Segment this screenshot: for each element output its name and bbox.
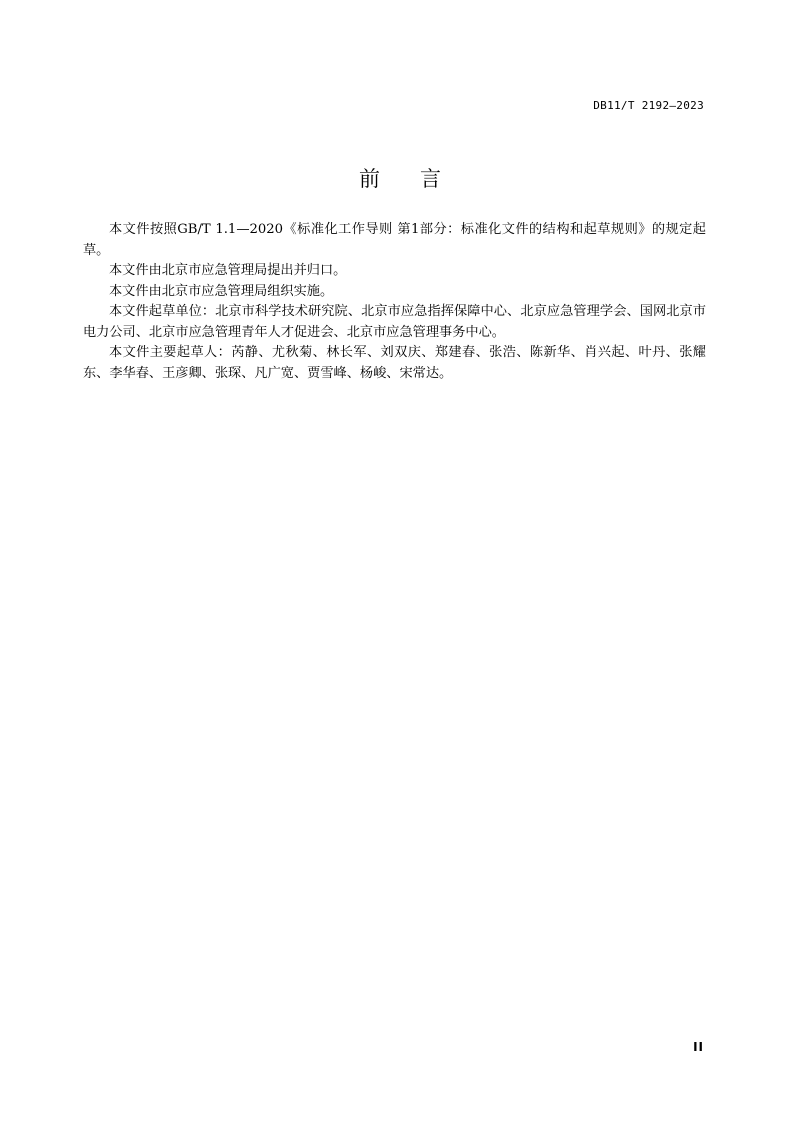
standard-code: DB11/T 2192—2023 (593, 99, 704, 112)
paragraph-drafters: 本文件主要起草人：芮静、尤秋菊、林长军、刘双庆、郑建春、张浩、陈新华、肖兴起、叶丹、张耀东、李华春、王彦卿、张琛、凡广宽、贾雪峰、杨峻、宋常达。 (83, 345, 706, 381)
paragraph-implementer: 本文件由北京市应急管理局组织实施。 (109, 283, 334, 299)
paragraph-drafting-units: 本文件起草单位：北京市科学技术研究院、北京市应急指挥保障中心、北京应急管理学会、国网北京市电力公司、北京市应急管理青年人才促进会、北京市应急管理事务中心。 (83, 304, 706, 340)
paragraph-proposer: 本文件由北京市应急管理局提出并归口。 (109, 263, 347, 278)
foreword-body (83, 220, 706, 384)
page-number: II (693, 1040, 704, 1054)
page-title: 前言 (359, 167, 481, 191)
paragraph-drafting-rules: 本文件按照GB/T 1.1—2020《标准化工作导则 第1部分：标准化文件的结构和起草规则》的规定起草。 (83, 222, 706, 258)
